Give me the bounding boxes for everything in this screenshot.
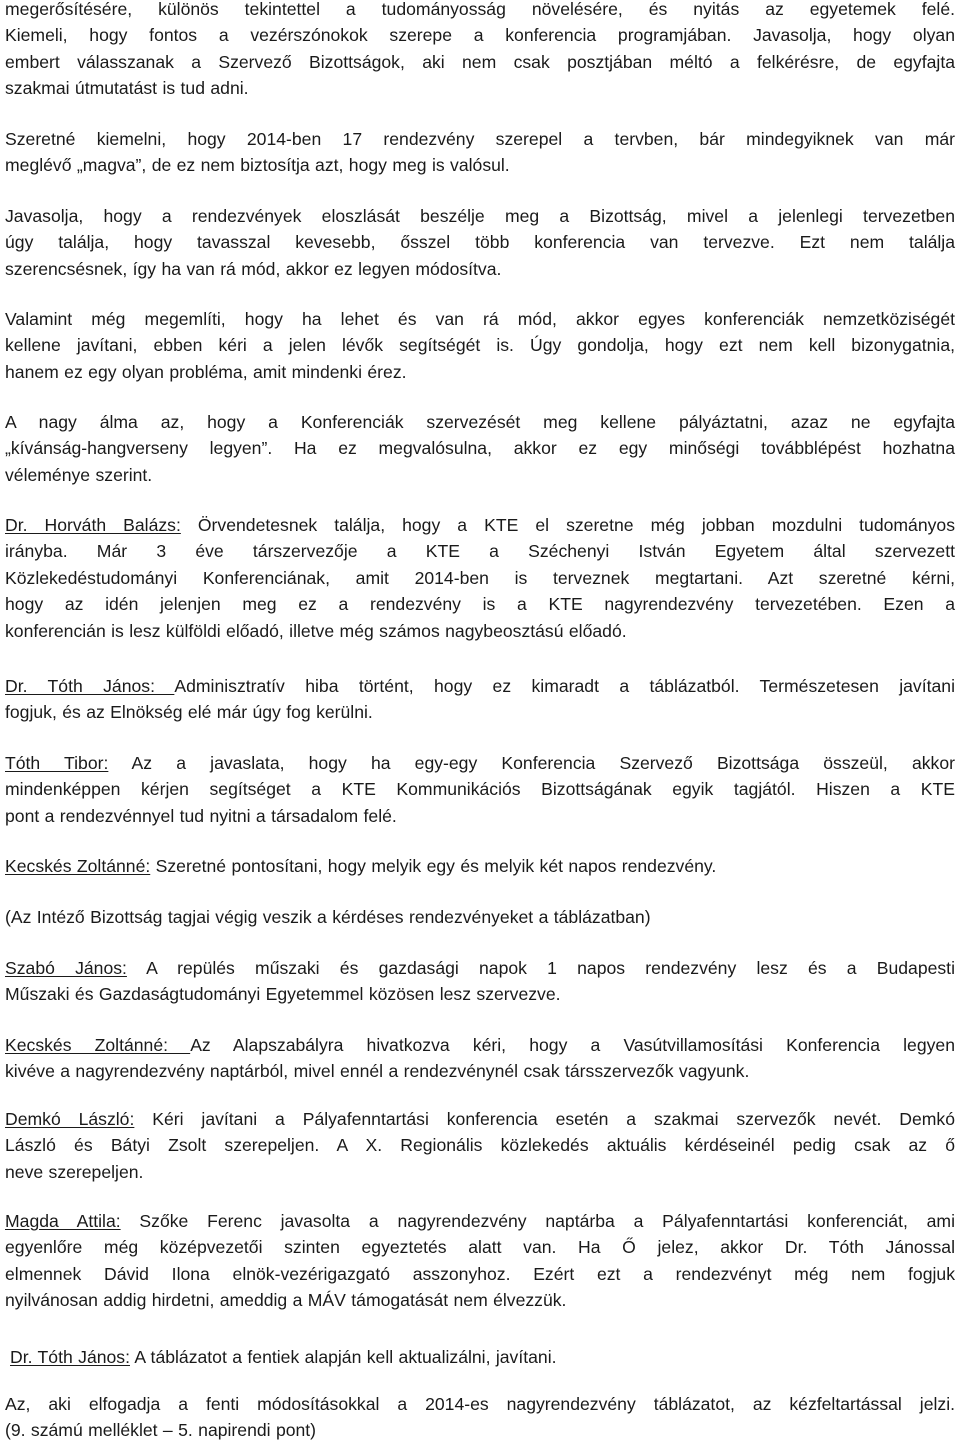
- paragraph-p2: [5, 126, 955, 179]
- paragraph-p3: [5, 203, 955, 282]
- text-line: [5, 1159, 955, 1185]
- line-text: Javasolja, hogy a rendezvények eloszlását beszélje meg a Bizottság, mivel a jelenlegi tervezetben: [5, 206, 955, 226]
- text-line: [5, 1287, 955, 1313]
- line-text: hogy az idén jelenjen meg ez a rendezvény is a KTE nagyrendezvény tervezetében. Ezen a: [5, 594, 955, 615]
- line-text: Műszaki és Gazdaságtudományi Egyetemmel közösen lesz szervezve.: [5, 984, 561, 1005]
- line-text: neve szerepeljen.: [5, 1161, 144, 1182]
- text-line: [5, 1234, 955, 1260]
- text-line: [5, 1417, 955, 1443]
- paragraph-p11: [5, 955, 955, 1008]
- paragraph-p6: [5, 512, 955, 644]
- line-text: nyilvánosan addig hirdetni, ameddig a MÁV támogatását nem élvezzük.: [5, 1290, 567, 1311]
- paragraph-p9: [5, 853, 955, 879]
- line-text: Szeretné pontosítani, hogy melyik egy és melyik két napos rendezvény.: [150, 856, 717, 876]
- paragraph-p14: [5, 1208, 955, 1314]
- paragraph-p1: [5, 0, 955, 102]
- line-text: Adminisztratív hiba történt, hogy ez kimaradt a táblázatból. Természetesen javítani: [174, 676, 955, 696]
- speaker-name: Dr. Tóth János:: [5, 676, 175, 696]
- text-line: [5, 512, 955, 538]
- line-text: Az Alapszabályra hivatkozva kéri, hogy a Vasútvillamosítási Konferencia legyen: [190, 1035, 955, 1055]
- text-line: [5, 853, 955, 879]
- paragraph-p15: [10, 1344, 955, 1370]
- speaker-name: Kecskés Zoltánné:: [5, 856, 151, 876]
- text-line: [5, 591, 955, 617]
- text-line: [5, 22, 955, 48]
- paragraph-p13: [5, 1106, 955, 1185]
- line-text: A nagy álma az, hogy a Konferenciák szervezését meg kellene pályáztatni, azaz ne egyfajta: [5, 412, 955, 432]
- line-text: egyenlőre még középvezetői szinten egyeztetés alatt van. Ha Ő jelez, akkor Dr. Tóth Jánossal: [5, 1237, 955, 1258]
- text-line: [5, 152, 955, 178]
- text-line: [5, 618, 955, 644]
- line-text: Valamint még megemlíti, hogy ha lehet és van rá mód, akkor egyes konferenciák nemzetköziségét: [5, 309, 955, 329]
- line-text: „kívánság-hangverseny legyen”. Ha ez megvalósulna, akkor ez egy minőségi továbblépést hozhatna: [5, 438, 955, 459]
- line-text: Az, aki elfogadja a fenti módosításokkal a 2014-es nagyrendezvény táblázatot, az kézfeltartással jelzi.: [5, 1394, 955, 1414]
- text-line: [5, 776, 955, 802]
- text-line: [5, 256, 955, 282]
- speaker-name: Magda Attila:: [5, 1211, 121, 1231]
- speaker-name: Dr. Tóth János:: [10, 1347, 130, 1367]
- text-line: [5, 359, 955, 385]
- line-text: pont a rendezvénnyel tud nyitni a társadalom felé.: [5, 805, 397, 826]
- line-text: (9. számú melléklet – 5. napirendi pont): [5, 1420, 317, 1441]
- line-text: konferencián is lesz külföldi előadó, illetve még számos nagybeosztású előadó.: [5, 620, 627, 641]
- line-text: Szeretné kiemelni, hogy 2014-ben 17 rendezvény szerepel a tervben, bár mindegyiknek van már: [5, 129, 955, 149]
- line-text: Örvendetesnek találja, hogy a KTE el szeretne még jobban mozdulni tudományos: [180, 515, 955, 535]
- paragraph-p16: [5, 1391, 955, 1444]
- paragraph-p4: [5, 306, 955, 385]
- text-line: [5, 955, 955, 981]
- speaker-name: Tóth Tibor:: [5, 753, 109, 773]
- text-line: [5, 750, 955, 776]
- line-text: Közlekedéstudományi Konferenciának, amit 2014-ben is terveznek megtartani. Azt szeretné kérni,: [5, 567, 955, 588]
- speaker-name: Kecskés Zoltánné:: [5, 1035, 191, 1055]
- text-line: [5, 229, 955, 255]
- line-text: véleménye szerint.: [5, 464, 153, 485]
- paragraph-p10: [5, 904, 955, 930]
- line-text: kivéve a nagyrendezvény naptárból, mivel ennél a rendezvénynél csak társszervezők vagyunk.: [5, 1061, 750, 1082]
- paragraph-p5: [5, 409, 955, 488]
- line-text: A táblázatot a fentiek alapján kell aktualizálni, javítani.: [129, 1347, 557, 1367]
- text-line: [5, 1106, 955, 1132]
- line-text: A repülés műszaki és gazdasági napok 1 napos rendezvény lesz és a Budapesti: [126, 958, 955, 978]
- text-line: [5, 1391, 955, 1417]
- line-text: (Az Intéző Bizottság tagjai végig veszik a kérdéses rendezvényeket a táblázatban): [5, 907, 651, 927]
- line-text: kellene javítani, ebben kéri a jelen lévők segítségét is. Úgy gondolja, hogy ezt nem kell bizonygatnia,: [5, 335, 955, 356]
- text-line: [5, 1032, 955, 1058]
- speaker-name: Szabó János:: [5, 958, 127, 978]
- speaker-name: Dr. Horváth Balázs:: [5, 515, 181, 535]
- line-text: úgy találja, hogy tavasszal kevesebb, ősszel több konferencia van tervezve. Ezt nem találja: [5, 232, 955, 253]
- text-line: [5, 1208, 955, 1234]
- paragraph-p7: [5, 673, 955, 726]
- paragraph-p12: [5, 1032, 955, 1085]
- line-text: szakmai útmutatást is tud adni.: [5, 78, 249, 99]
- line-text: embert válasszanak a Szervező Bizottságok, aki nem csak posztjában méltó a felkérésre, de egyfajta: [5, 51, 955, 72]
- text-line: [5, 538, 955, 564]
- text-line: [5, 0, 955, 22]
- text-line: [5, 565, 955, 591]
- text-line: [5, 1261, 955, 1287]
- line-text: Az a javaslata, hogy ha egy-egy Konferencia Szervező Bizottsága összeül, akkor: [108, 753, 955, 773]
- paragraph-p8: [5, 750, 955, 829]
- text-line: [5, 126, 955, 152]
- text-line: [5, 49, 955, 75]
- text-line: [5, 1058, 955, 1084]
- line-text: szerencsésnek, így ha van rá mód, akkor ez legyen módosítva.: [5, 258, 502, 279]
- line-text: megerősítésére, különös tekintettel a tudományosság növelésére, és nyitás az egyetemek felé.: [5, 0, 955, 19]
- text-line: [5, 435, 955, 461]
- line-text: fogjuk, és az Elnökség elé már úgy fog kerülni.: [5, 702, 373, 723]
- text-line: [5, 332, 955, 358]
- line-text: Kiemeli, hogy fontos a vezérszónokok szerepe a konferencia programjában. Javasolja, hogy olyan: [5, 25, 955, 46]
- text-line: [5, 904, 955, 930]
- text-line: [5, 673, 955, 699]
- text-line: [10, 1344, 955, 1370]
- line-text: Szőke Ferenc javasolta a nagyrendezvény naptárba a Pályafenntartási konferenciát, ami: [120, 1211, 956, 1231]
- speaker-name: Demkó László:: [5, 1109, 135, 1129]
- text-line: [5, 409, 955, 435]
- line-text: meglévő „magva”, de ez nem biztosítja azt, hogy meg is valósul.: [5, 155, 510, 176]
- text-line: [5, 203, 955, 229]
- line-text: László és Bátyi Zsolt szerepeljen. A X. Regionális közlekedés aktuális kérdéseinél pedig csak az ő: [5, 1135, 955, 1156]
- line-text: hanem ez egy olyan probléma, amit mindenki érez.: [5, 361, 407, 382]
- line-text: elmennek Dávid Ilona elnök-vezérigazgató asszonyhoz. Ezért ezt a rendezvényt még nem fogjuk: [5, 1263, 955, 1284]
- line-text: mindenképpen kérjen segítséget a KTE Kommunikációs Bizottságának egyik tagjától. Hiszen a KTE: [5, 779, 955, 800]
- line-text: Kéri javítani a Pályafenntartási konferencia esetén a szakmai szervezők nevét. Demkó: [134, 1109, 955, 1129]
- text-line: [5, 306, 955, 332]
- text-line: [5, 981, 955, 1007]
- text-line: [5, 803, 955, 829]
- text-line: [5, 1132, 955, 1158]
- text-line: [5, 699, 955, 725]
- line-text: irányba. Már 3 éve társzervezője a KTE a Széchenyi István Egyetem által szervezett: [5, 541, 955, 562]
- text-line: [5, 75, 955, 101]
- text-line: [5, 462, 955, 488]
